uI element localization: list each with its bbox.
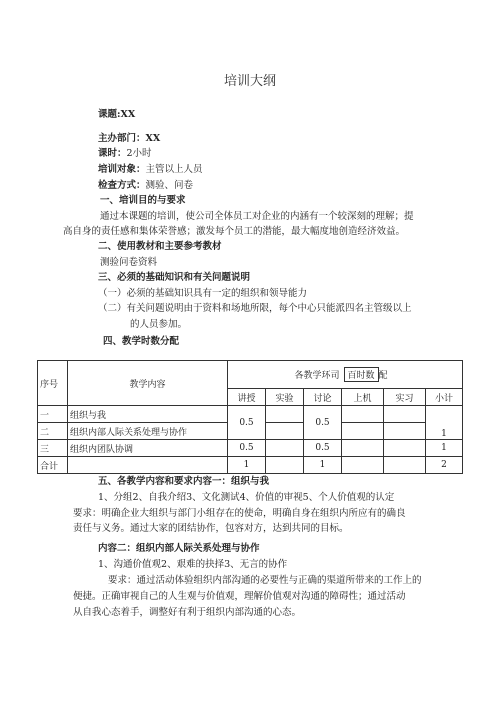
section-3-item-2-line-1: （二）有关问题说明由于资料和场地所限，每个中心只能派四名主管级以上 (98, 303, 412, 314)
section-5-line-2: 要求：明确企业大组织与部门小组存在的使命，明确自身在组织内所应有的确良 (73, 508, 406, 519)
row-2-content: 组织内部人际关系处理与协作 (68, 423, 228, 440)
section-3-item-2-line-2: 的人员参加。 (130, 319, 188, 330)
row-2-no: 二 (38, 423, 68, 440)
row-2-computer (342, 423, 384, 440)
section-4-heading: 四、教学时数分配 (103, 336, 180, 347)
content-2-line-2: 要求：通过活动体验组织内部沟通的必要性与正确的渠道所带来的工作上的 (108, 575, 422, 586)
row-3-computer (342, 440, 384, 457)
section-1-text-line-1: 通过本课题的培训，使公司全体员工对企业的内涵有一个较深刻的理解；提 (100, 211, 414, 222)
total-experiment (266, 457, 304, 474)
content-2-line-3: 便捷。正确审视自己的人生观与价值观，理解价值观对沟通的障碍性；通过活动 (73, 591, 406, 602)
content-2-heading: 内容二：组织内部人际关系处理与协作 (98, 543, 260, 554)
row-3-practice (384, 440, 426, 457)
merged-subtotal: 1 (426, 406, 463, 440)
document-title: 培训大纲 (223, 74, 276, 89)
section-3-item-1: （一）必须的基础知识具有一定的组织和领导能力 (98, 288, 308, 299)
row-3-content: 组织内团队协调 (68, 440, 228, 457)
row-3-lecture: 0.5 (228, 440, 266, 457)
total-practice (384, 457, 426, 474)
total-label: 合计 (38, 457, 68, 474)
row-3-experiment (266, 440, 304, 457)
header-group: 各教学环司 (228, 361, 342, 389)
total-lecture: 1 (228, 457, 266, 474)
header-no: 序号 (38, 361, 68, 406)
header-discuss: 讨论 (304, 389, 342, 406)
merged-lecture: 0.5 (228, 406, 266, 440)
total-computer (342, 457, 384, 474)
row-1-computer (342, 406, 384, 423)
header-alloc: 配 (378, 371, 388, 381)
row-3-subtotal: 1 (426, 440, 463, 457)
content-2-line-1: 1、沟通价值观2、艰难的抉择3、无言的协作 (98, 559, 288, 570)
total-subtotal: 2 (426, 457, 463, 474)
header-lecture: 讲授 (228, 389, 266, 406)
header-experiment: 实验 (266, 389, 304, 406)
hours-label: 课时： (98, 148, 127, 159)
header-hours: 百时数 (344, 367, 379, 382)
section-5-heading: 五、各教学内容和要求内容一：组织与我 (98, 476, 270, 487)
total-discuss: 1 (304, 457, 342, 474)
total-content (68, 457, 228, 474)
row-1-no: 一 (38, 406, 68, 423)
check-label: 检查方式： (98, 180, 146, 191)
section-3-heading: 三、必须的基础知识和有关问题说明 (98, 272, 251, 283)
row-3-discuss: 0.5 (304, 440, 342, 457)
merged-discuss: 0.5 (304, 406, 342, 440)
check-line (98, 179, 193, 193)
row-1-experiment (266, 406, 304, 423)
topic-line: 课题:XX (98, 109, 136, 120)
row-1-practice (384, 406, 426, 423)
section-2-text: 测验问卷资料 (100, 257, 158, 268)
hours-allocation-table (37, 360, 463, 474)
section-1-text-line-2: 高自身的责任感和集体荣誉感；激发每个员工的潜能，最大幅度地创造经济效益。 (63, 226, 406, 237)
header-subtotal: 小计 (426, 389, 463, 406)
hours-value: 2小时 (126, 148, 152, 159)
audience-line (98, 163, 203, 177)
audience-label: 培训对象： (98, 164, 146, 175)
section-2-heading: 二、使用教材和主要参考教材 (98, 241, 222, 252)
header-computer: 上机 (342, 389, 384, 406)
section-5-line-1: 1、分组2、自我介绍3、文化测试4、价值的审视5、个人价值观的认定 (98, 492, 395, 503)
section-1-heading: 一、培训目的与要求 (100, 195, 186, 206)
header-practice: 实习 (384, 389, 426, 406)
row-2-practice (384, 423, 426, 440)
check-value: 测验、问卷 (145, 180, 194, 191)
hours-line (98, 147, 152, 161)
section-5-line-3: 责任与义务。通过大家的团结协作，包容对方，达到共同的目标。 (73, 523, 349, 534)
header-content: 教学内容 (68, 361, 228, 406)
dept-line: 主办部门：XX (98, 133, 161, 144)
audience-value: 主管以上人员 (145, 164, 203, 175)
row-3-no: 三 (38, 440, 68, 457)
header-hours-cell (342, 361, 463, 389)
row-1-content: 组织与我 (68, 406, 228, 423)
row-2-experiment (266, 423, 304, 440)
content-2-line-4: 从自我心态着手，调整好有利于组织内部沟通的心态。 (73, 607, 302, 618)
